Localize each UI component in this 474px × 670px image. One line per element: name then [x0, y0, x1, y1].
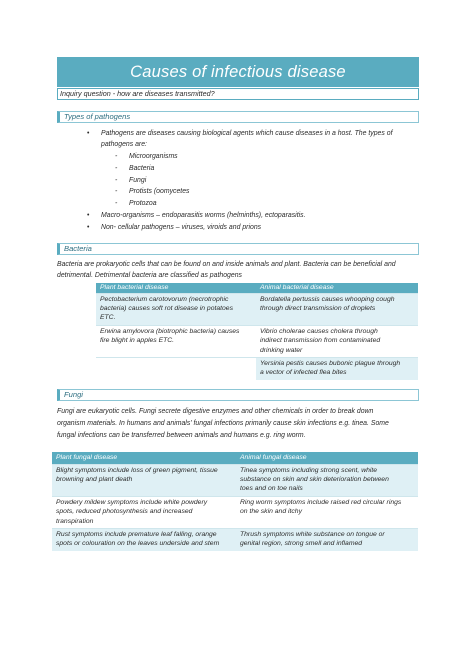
subitem-bacteria: - Bacteria [129, 163, 154, 175]
subitem-fungi: - Fungi [129, 175, 146, 187]
bacteria-table [96, 283, 418, 380]
fungi-intro-line1: Fungi are eukaryotic cells. Fungi secrete digestive enzymes and other chemicals in order to break down [57, 408, 374, 415]
subitem-microorganisms: - Microorganisms [129, 151, 178, 163]
table-cell: Tinea symptoms including strong scent, white substance on skin and skin deterioration between toes and on toe nails [236, 464, 418, 496]
section-heading-bacteria: Bacteria [57, 243, 419, 255]
bullet-pathogens-line1: • Pathogens are diseases causing biological agents which cause diseases in a host. The types of [101, 128, 393, 140]
table-cell: Rust symptoms include premature leaf falling, orange spots or colouration on the leaves underside and stem [52, 528, 236, 550]
subitem-protozoa: - Protozoa [129, 198, 157, 210]
table-cell: Vibrio cholerae causes cholera through indirect transmission from contaminated drinking water [256, 325, 418, 357]
page-title: Causes of infectious disease [130, 62, 346, 81]
fungi-col-plant: Plant fungal disease [52, 452, 236, 464]
fungi-intro-line2: organism materials. In humans and animals' fungal infections primarily cause skin infections e.g. tinea. Some [57, 420, 389, 427]
table-cell: Blight symptoms include loss of green pigment, tissue browning and plant death [52, 464, 236, 496]
bacteria-intro-line1: Bacteria are prokaryotic cells that can be found on and inside animals and plant. Bacteria can be beneficial and [57, 261, 396, 268]
table-row [96, 325, 418, 357]
bacteria-col-animal: Animal bacterial disease [256, 283, 418, 293]
inquiry-question-box: Inquiry question - how are diseases transmitted? [57, 88, 419, 100]
table-cell [96, 357, 256, 379]
table-cell: Thrush symptoms white substance on tongue or genital region, strong smell and inflamed [236, 528, 418, 550]
section-heading-types: Types of pathogens [57, 111, 419, 123]
table-row [52, 528, 418, 550]
bacteria-intro-line2: detrimental. Detrimental bacteria are classified as pathogens [57, 272, 242, 279]
fungi-intro-line3: fungal infections can be transferred between animals and humans e.g. ring worm. [57, 432, 306, 439]
table-cell: Powdery mildew symptoms include white powdery spots, reduced photosynthesis and increased transpiration [52, 496, 236, 528]
table-cell: Bordatella pertussis causes whooping cough through direct transmission of droplets [256, 293, 418, 325]
subitem-protists: - Protists (oomycetes [129, 186, 190, 198]
table-cell: Erwina amylovora (biotrophic bacteria) causes fire blight in apples ETC. [96, 325, 256, 357]
fungi-col-animal: Animal fungal disease [236, 452, 418, 464]
bullet-pathogens-line2: pathogens are: [101, 141, 147, 148]
table-cell: Ring worm symptoms include raised red circular rings on the skin and itchy [236, 496, 418, 528]
title-banner [57, 57, 419, 87]
table-cell: Pectobacterium carotovorum (necrotrophic bacteria) causes soft rot disease in potatoes ETC. [96, 293, 256, 325]
table-row [96, 357, 418, 379]
table-cell: Yersinia pestis causes bubonic plague through a vector of infected flea bites [256, 357, 418, 379]
table-row [52, 496, 418, 528]
fungi-table [52, 452, 418, 551]
section-heading-fungi: Fungi [57, 389, 419, 401]
bacteria-col-plant: Plant bacterial disease [96, 283, 256, 293]
bullet-non-cellular: • Non- cellular pathogens – viruses, viroids and prions [101, 222, 261, 234]
bullet-macro-organisms: • Macro-organisms – endoparasitis worms (helminths), ectoparasitis. [101, 210, 306, 222]
table-row [52, 464, 418, 496]
table-row [96, 293, 418, 325]
